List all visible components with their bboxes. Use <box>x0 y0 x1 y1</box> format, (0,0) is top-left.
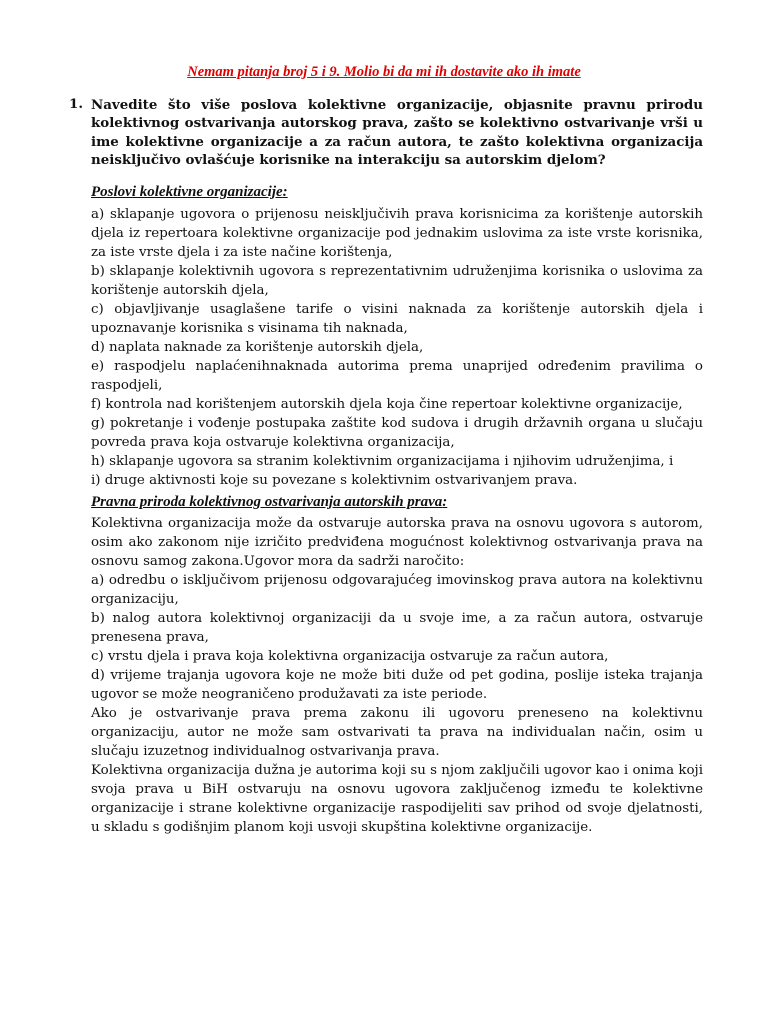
paragraph: Ako je ostvarivanje prava prema zakonu ili ugovoru preneseno na kolektivnu organizaciju, autor ne može sam ostvarivati ta prava na individualan način, osim u slučaju izuzetnog individualnog ostvarivanja prava. <box>91 706 703 759</box>
list-item: d) naplata naknade za korištenje autorskih djela, <box>91 340 424 355</box>
list-item: b) sklapanje kolektivnih ugovora s reprezentativnim udruženjima korisnika o uslovima za korištenje autorskih djela, <box>91 264 703 298</box>
pravna-priroda-body <box>91 514 703 837</box>
section-heading-text: Poslovi kolektivne organizacije <box>91 184 283 200</box>
list-item: c) objavljivanje usaglašene tarife o visini naknada za korištenje autorskih djela i upoznavanje korisnika s visinama tih naknada, <box>91 302 703 336</box>
list-item: a) odredbu o isključivom prijenosu odgovarajućeg imovinskog prava autora na kolektivnu organizaciju, <box>91 573 703 607</box>
list-item: f) kontrola nad korištenjem autorskih djela koja čine repertoar kolektivne organizacije, <box>91 397 683 412</box>
poslovi-list <box>91 205 703 490</box>
list-item: h) sklapanje ugovora sa stranim kolektivnim organizacijama i njihovim udruženjima, i <box>91 454 674 469</box>
intro-paragraph: Kolektivna organizacija može da ostvaruje autorska prava na osnovu ugovora s autorom, osim ako zakonom nije izričito predviđena mogućnost kolektivnog ostvarivanja prava na osnovu samog zakona.Ugovor mora da sadrži naročito: <box>91 516 703 569</box>
list-item: g) pokretanje i vođenje postupaka zaštite kod sudova i drugih državnih organa u slučaju povreda prava koja ostvaruje kolektivna organizacija, <box>91 416 703 450</box>
list-item: a) sklapanje ugovora o prijenosu neisključivih prava korisnicima za korištenje autorskih djela iz repertoara kolektivne organizacije pod jednakim uslovima za iste vrste korisnika, za iste vrste djela i za iste načine korištenja, <box>91 207 703 260</box>
question-text: Navedite što više poslova kolektivne organizacije, objasnite pravnu prirodu kolektivnog ostvarivanja autorskog prava, zašto se kolektivno ostvarivanje vrši u ime kolektivne organizacije a za račun autora, te zašto kolektivna organizacija neisključivo ovlašćuje korisnike na interakciju sa autorskim djelom? <box>91 97 703 168</box>
notice-line: Nemam pitanja broj 5 i 9. Molio bi da mi ih dostavite ako ih imate <box>187 64 581 80</box>
list-item: c) vrstu djela i prava koja kolektivna organizacija ostvaruje za račun autora, <box>91 649 609 664</box>
list-item: d) vrijeme trajanja ugovora koje ne može biti duže od pet godina, poslije isteka trajanja ugovor se može neograničeno produžavati za iste periode. <box>91 668 703 702</box>
list-item: b) nalog autora kolektivnoj organizaciji da u svoje ime, a za račun autora, ostvaruje prenesena prava, <box>91 611 703 645</box>
list-item: e) raspodjelu naplaćenihnaknada autorima prema unaprijed određenim pravilima o raspodjeli, <box>91 359 703 393</box>
paragraph: Kolektivna organizacija dužna je autorima koji su s njom zaključili ugovor kao i onima koji svoja prava u BiH ostvaruju na osnovu ugovora zaključenog između te kolektivne organizacije i strane kolektivne organizacije raspodijeliti sav prihod od svoje djelatnosti, u skladu s godišnjim planom koji usvoji skupština kolektivne organizacije. <box>91 763 703 835</box>
question-number: 1. <box>69 96 83 112</box>
section-heading-poslovi: Poslovi kolektivne organizacije: <box>91 184 288 200</box>
list-item: i) druge aktivnosti koje su povezane s kolektivnim ostvarivanjem prava. <box>91 473 578 488</box>
section-heading-pravna-priroda: Pravna priroda kolektivnog ostvarivanja autorskih prava: <box>91 494 448 510</box>
section-heading-text: Pravna priroda kolektivnog ostvarivanja autorskih prava <box>91 494 443 510</box>
ugovor-list <box>91 571 703 704</box>
